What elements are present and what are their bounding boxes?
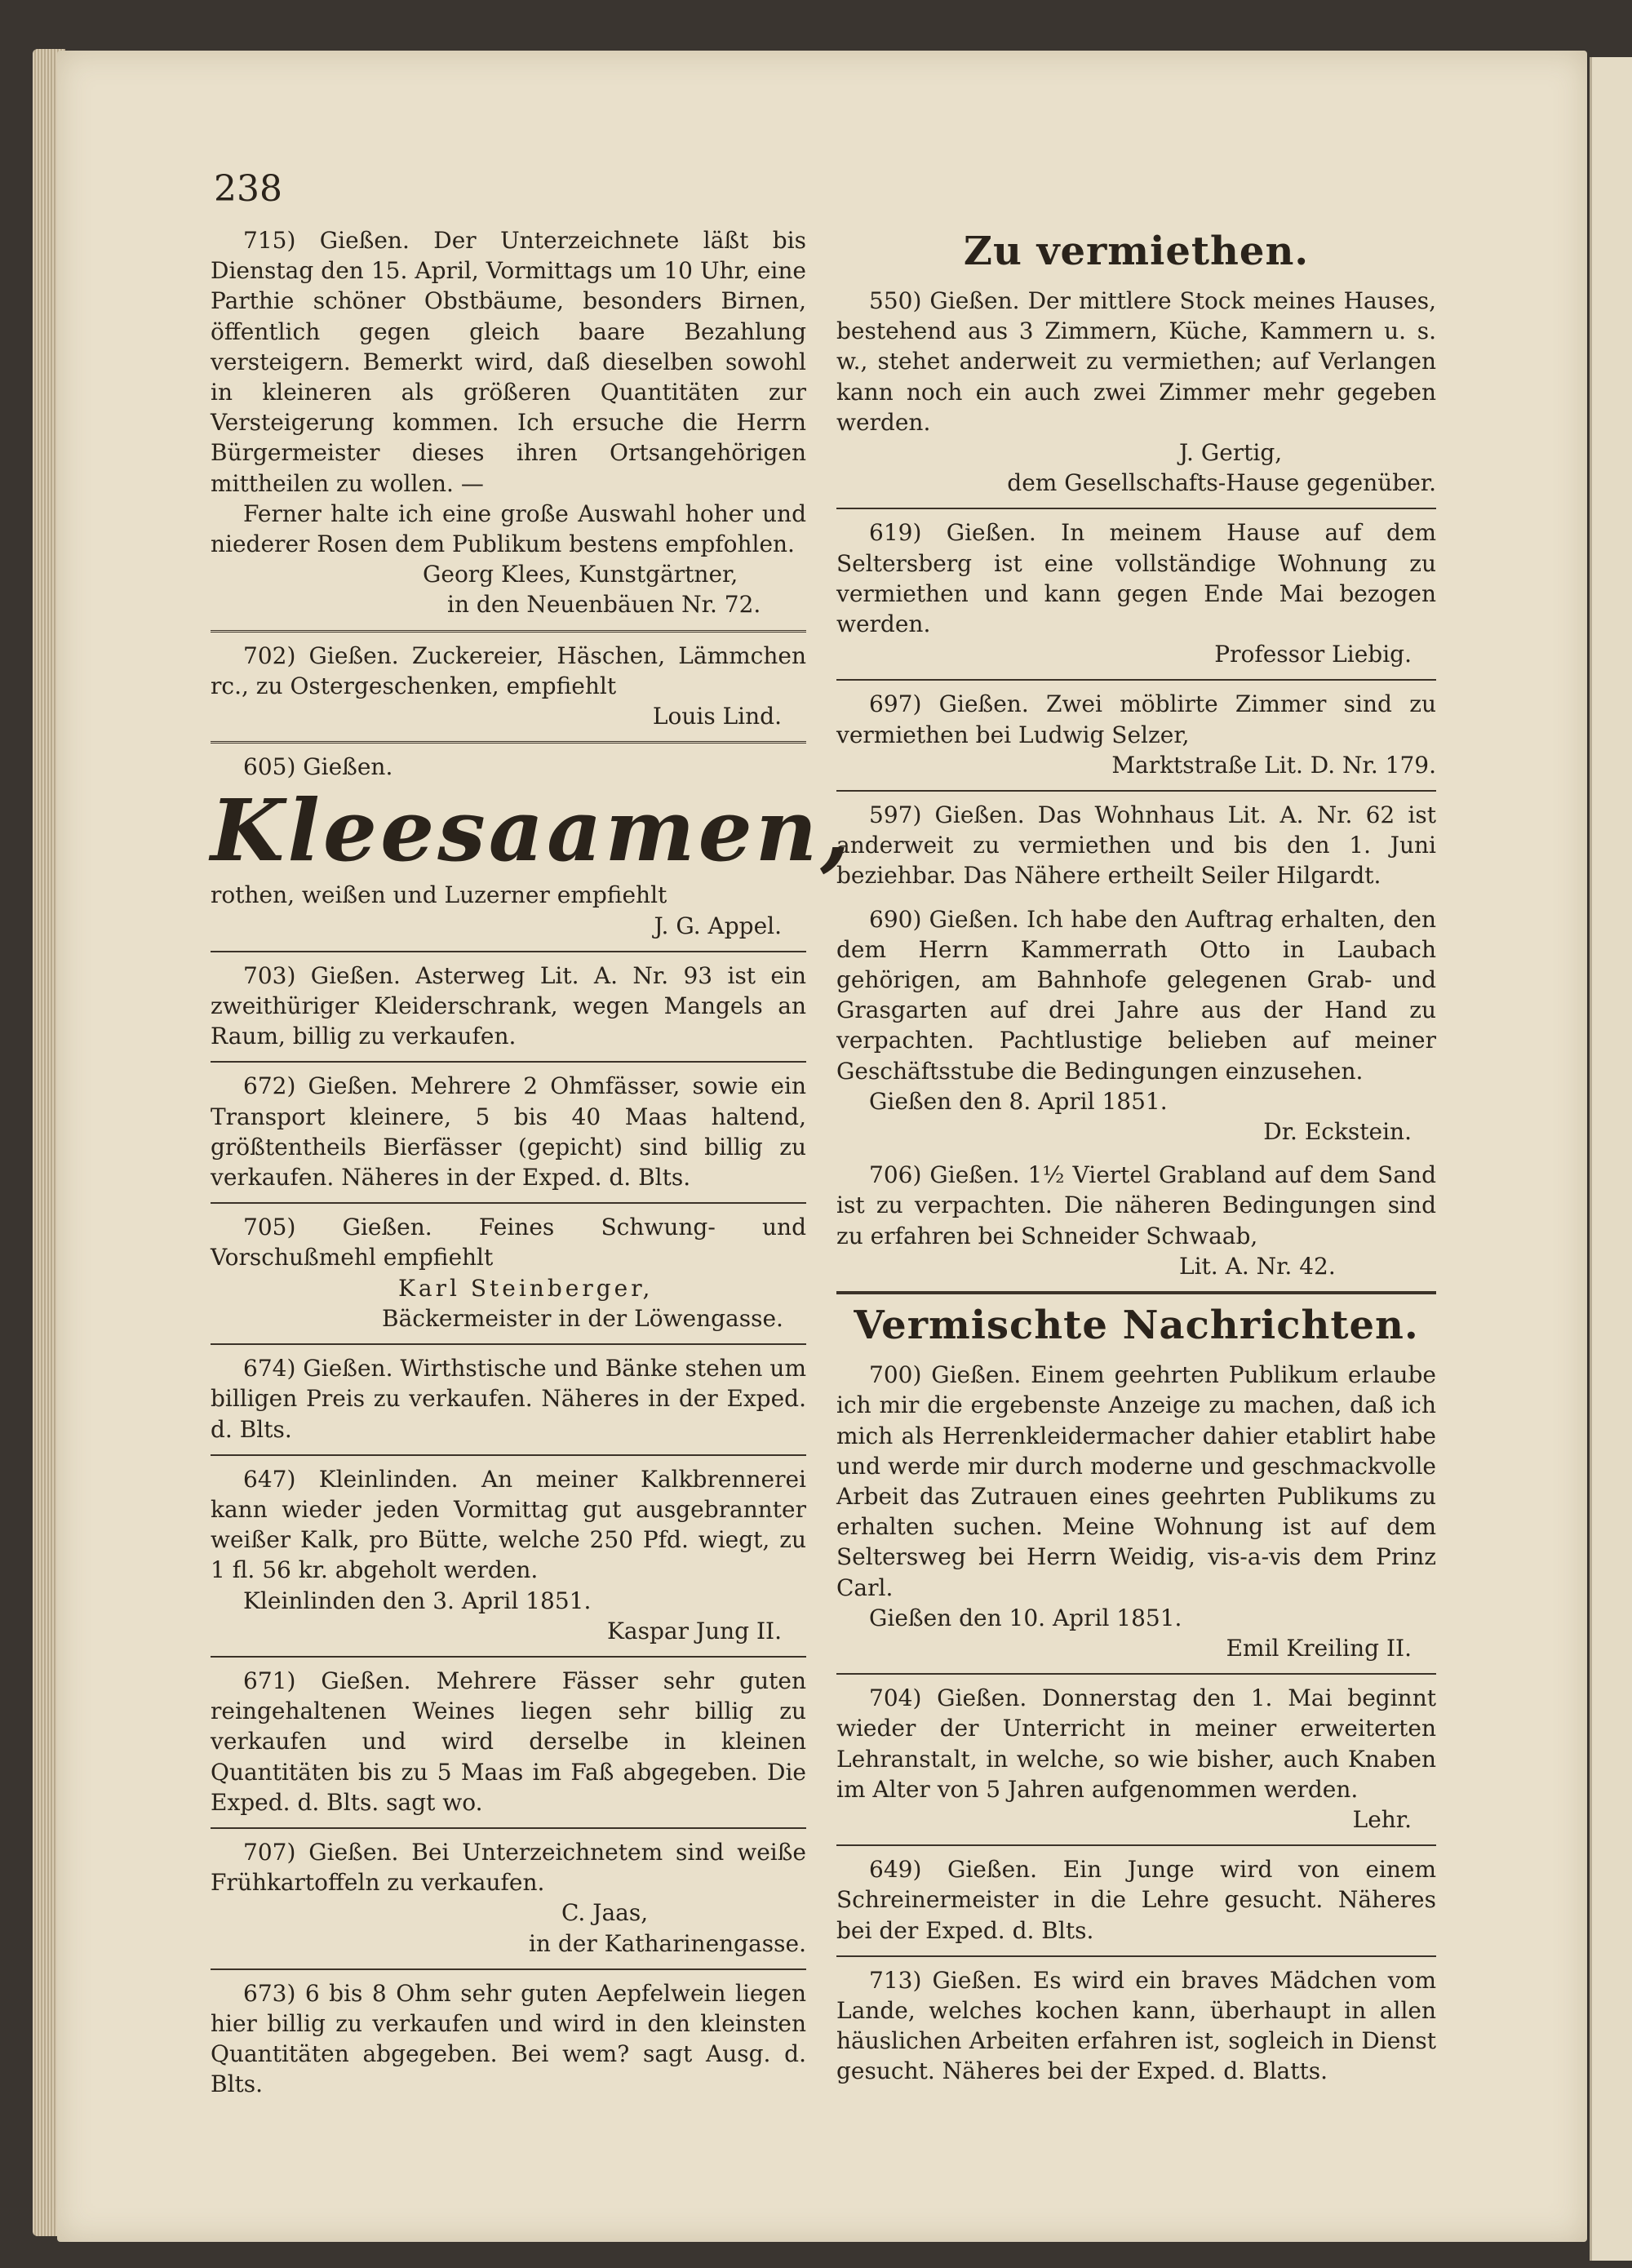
separator	[211, 1656, 806, 1658]
ad-704-text: 704) Gießen. Donnerstag den 1. Mai beginnt wieder der Unterricht in meiner erweiterten Lehranstalt, in welche, so wie bisher, auch Knaben im Alter von 5 Jahren aufgenommen werden.	[836, 1684, 1436, 1803]
ad-704-signature: Lehr.	[1352, 1805, 1412, 1833]
left-column	[211, 220, 854, 2108]
separator	[211, 741, 806, 743]
ad-647	[211, 1459, 806, 1654]
separator	[836, 790, 1436, 792]
ad-706-text: 706) Gießen. 1½ Viertel Grabland auf dem Sand ist zu verpachten. Die näheren Bedingungen sind zu erfahren bei Schneider Schwaab,	[836, 1161, 1436, 1249]
ad-649-text: 649) Gießen. Ein Junge wird von einem Schreinermeister in die Lehre gesucht. Näheres bei der Exped. d. Blts.	[836, 1856, 1436, 1944]
ad-690-signature: Dr. Eckstein.	[1263, 1118, 1412, 1146]
separator	[211, 1202, 806, 1204]
ad-700-signature: Emil Kreiling II.	[1226, 1634, 1412, 1662]
ad-705-text: 705) Gießen. Feines Schwung- und Vorschußmehl empfiehlt	[211, 1214, 806, 1272]
ad-671	[211, 1661, 806, 1826]
ad-697-signature: Marktstraße Lit. D. Nr. 179.	[1111, 751, 1436, 779]
facing-page-edge	[1590, 57, 1632, 2261]
ad-703-text: 703) Gießen. Asterweg Lit. A. Nr. 93 ist ein zweithüriger Kleiderschrank, wegen Mangels an Raum, billig zu verkaufen.	[211, 961, 806, 1050]
ad-605-signature: J. G. Appel.	[654, 912, 782, 939]
ad-715-signature: Georg Klees, Kunstgärtner,	[423, 561, 738, 588]
ad-700	[836, 1355, 1436, 1671]
ad-647-text: 647) Kleinlinden. An meiner Kalkbrennerei kann wieder jeden Vormittag gut ausgebrannter weißer Kalk, pro Bütte, welche 250 Pfd. wiegt, zu 1 fl. 56 kr. abgeholt werden.	[211, 1465, 806, 1584]
ad-697-text: 697) Gießen. Zwei möblirte Zimmer sind zu vermiethen bei Ludwig Selzer,	[836, 690, 1436, 748]
ad-706	[836, 1155, 1436, 1289]
ad-605-head: 605) Gießen.	[243, 753, 393, 781]
ad-597-text: 597) Gießen. Das Wohnhaus Lit. A. Nr. 62 ist anderweit zu vermiethen und bis den 1. Juni beziehbar. Das Nähere ertheilt Seiler Hilgardt.	[836, 801, 1436, 890]
ad-697	[836, 684, 1436, 788]
ad-674-text: 674) Gießen. Wirthstische und Bänke stehen um billigen Preis zu verkaufen. Näheres in der Exped. d. Blts.	[211, 1355, 806, 1443]
ad-550-text: 550) Gießen. Der mittlere Stock meines Hauses, bestehend aus 3 Zimmern, Küche, Kammern u. s. w., stehet anderweit zu vermiethen; auf Verlangen kann noch ein auch zwei Zimmer mehr gegeben werden.	[836, 287, 1436, 436]
ad-674	[211, 1348, 806, 1453]
ad-706-signature: Lit. A. Nr. 42.	[1179, 1252, 1336, 1280]
ad-715	[211, 220, 806, 628]
ad-705	[211, 1207, 806, 1342]
ad-700-text: 700) Gießen. Einem geehrten Publikum erlaube ich mir die ergebenste Anzeige zu machen, daß ich mich als Herrenkleidermacher dahier etablirt habe und werde mir durch moderne und geschmackvolle Arbeit das Zutrauen eines geehrten Publikums zu erhalten suchen. Meine Wohnung ist auf dem Seltersweg bei Herrn Weidig, vis-a-vis dem Prinz Carl.	[836, 1361, 1436, 1601]
separator	[836, 508, 1436, 509]
ad-707-text: 707) Gießen. Bei Unterzeichnetem sind weiße Frühkartoffeln zu verkaufen.	[211, 1838, 806, 1897]
ad-672-text: 672) Gießen. Mehrere 2 Ohmfässer, sowie ein Transport kleinere, 5 bis 40 Maas haltend, größtentheils Bierfässer (gepicht) sind billig zu verkaufen. Näheres in der Exped. d. Blts.	[211, 1072, 806, 1192]
ad-715-text2: Ferner halte ich eine große Auswahl hoher und niederer Rosen dem Publikum bestens empfohlen.	[211, 499, 806, 558]
ad-673-text: 673) 6 bis 8 Ohm sehr guten Aepfelwein liegen hier billig zu verkaufen und wird in den kleinsten Quantitäten abgegeben. Bei wem? sagt Ausg. d. Blts.	[211, 1979, 806, 2098]
ad-672	[211, 1066, 806, 1201]
separator	[211, 630, 806, 632]
ad-702-signature: Louis Lind.	[652, 703, 782, 730]
ad-700-date: Gießen den 10. April 1851.	[869, 1604, 1182, 1631]
ad-707	[211, 1832, 806, 1967]
separator	[211, 1968, 806, 1970]
ad-550	[836, 281, 1436, 506]
ad-690	[836, 899, 1436, 1156]
ad-605-text: rothen, weißen und Luzerner empfiehlt	[211, 881, 667, 909]
ad-619-text: 619) Gießen. In meinem Hause auf dem Seltersberg ist eine vollständige Wohnung zu vermiethen und kann gegen Ende Mai bezogen werden.	[836, 519, 1436, 638]
ad-690-text: 690) Gießen. Ich habe den Auftrag erhalten, den dem Herrn Kammerrath Otto in Laubach gehörigen, am Bahnhofe gelegenen Grab- und Grasgarten auf drei Jahre aus der Hand zu verpachten. Pachtlustige belieben auf meiner Geschäftsstube die Bedingungen einzusehen.	[836, 905, 1436, 1085]
ad-690-date: Gießen den 8. April 1851.	[869, 1087, 1168, 1115]
ad-713	[836, 1960, 1436, 2095]
ad-673	[211, 1973, 806, 2108]
ad-715-text: 715) Gießen. Der Unterzeichnete läßt bis Dienstag den 15. April, Vormittags um 10 Uhr, eine Parthie schöner Obstbäume, besonders Birnen, öffentlich gegen gleich baare Bezahlung versteigern. Bemerkt wird, daß dieselben sowohl in kleineren als größeren Quantitäten zur Versteigerung kommen. Ich ersuche die Herrn Bürgermeister dieses ihren Ortsangehörigen mittheilen zu wollen. —	[211, 227, 806, 497]
ad-715-address: in den Neuenbäuen Nr. 72.	[447, 591, 761, 619]
ad-713-text: 713) Gießen. Es wird ein braves Mädchen vom Lande, welches kochen kann, überhaupt in allen häuslichen Arbeiten erfahren ist, sogleich in Dienst gesucht. Näheres bei der Exped. d. Blatts.	[836, 1966, 1436, 2085]
separator	[211, 1454, 806, 1456]
ad-702-text: 702) Gießen. Zuckereier, Häschen, Lämmchen rc., zu Ostergeschenken, empfiehlt	[211, 641, 806, 699]
ad-705-address: Bäckermeister in der Löwengasse.	[382, 1304, 783, 1332]
separator	[836, 679, 1436, 681]
ad-647-date: Kleinlinden den 3. April 1851.	[243, 1587, 592, 1614]
section-heading-news: Vermischte Nachrichten.	[854, 1303, 1419, 1349]
separator	[211, 951, 806, 952]
separator	[836, 1955, 1436, 1957]
ad-619-signature: Professor Liebig.	[1214, 641, 1412, 668]
separator	[836, 1673, 1436, 1675]
ad-704	[836, 1678, 1436, 1843]
ad-619	[836, 513, 1436, 677]
ad-647-signature: Kaspar Jung II.	[606, 1617, 782, 1644]
ad-550-signature: J. Gertig,	[1179, 439, 1283, 467]
ad-649	[836, 1849, 1436, 1954]
ad-597	[836, 795, 1436, 899]
ad-705-signature: Karl Steinberger,	[398, 1274, 654, 1302]
ad-707-signature: C. Jaas,	[561, 1899, 649, 1927]
separator	[836, 1844, 1436, 1846]
ad-605-headline: Kleesaamen,	[211, 780, 854, 881]
page-number: 238	[214, 168, 282, 210]
ad-671-text: 671) Gießen. Mehrere Fässer sehr guten reingehaltenen Weines liegen sehr billig zu verkaufen und wird derselbe in kleinen Quantitäten bis zu 5 Maas im Faß abgegeben. Die Exped. d. Blts. sagt wo.	[211, 1667, 806, 1816]
section-heading-rent: Zu vermiethen.	[963, 229, 1310, 274]
separator	[211, 1061, 806, 1063]
separator	[211, 1343, 806, 1345]
separator	[211, 1827, 806, 1829]
ad-707-address: in der Katharinengasse.	[528, 1929, 806, 1957]
ad-605	[211, 747, 854, 949]
section-rule	[836, 1291, 1436, 1294]
right-column	[836, 220, 1436, 2095]
ad-550-address: dem Gesellschafts-Hause gegenüber.	[1007, 469, 1436, 497]
ad-703	[211, 956, 806, 1060]
ad-702	[211, 636, 806, 740]
